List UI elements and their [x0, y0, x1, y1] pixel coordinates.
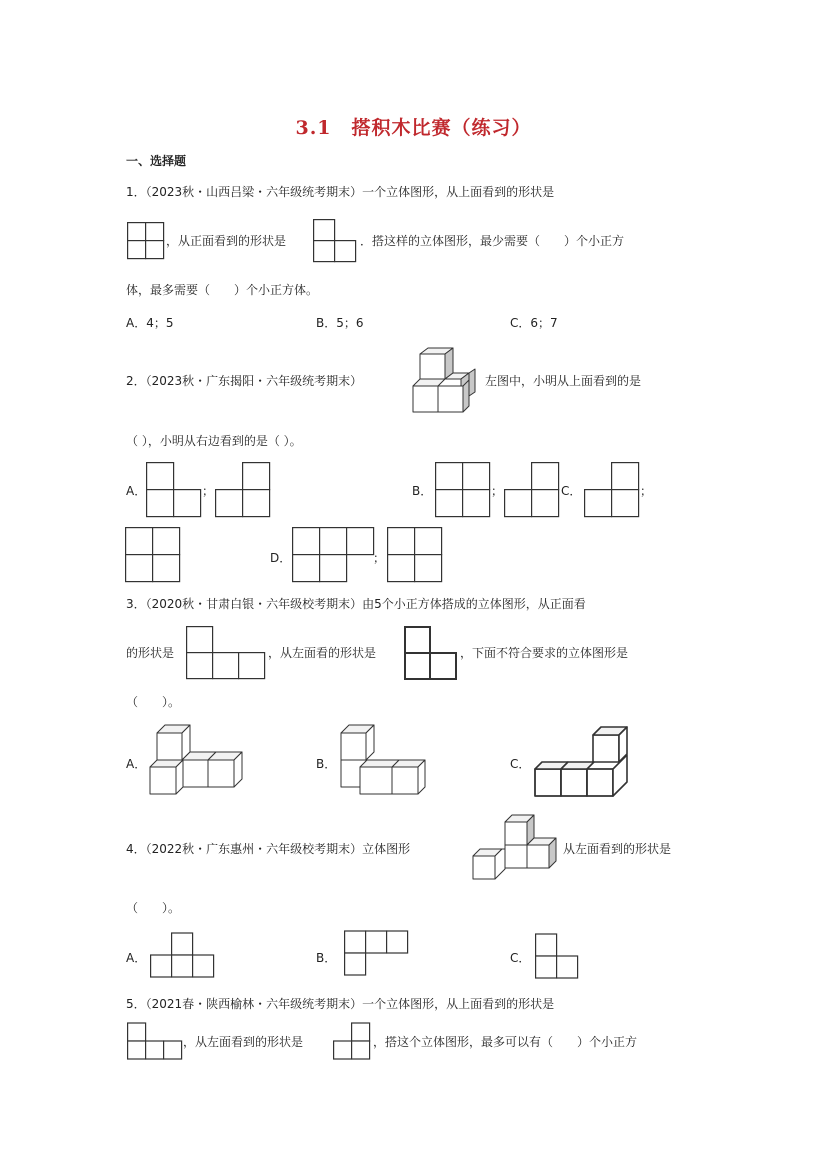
q4-grid-square	[172, 955, 193, 977]
q3-option-b-figure	[338, 723, 433, 799]
q2-grid-square	[612, 490, 639, 517]
q2-grid-square	[388, 555, 415, 582]
q3-front-view-figure	[186, 626, 268, 682]
q2-grid-square	[585, 490, 612, 517]
q2-3d-figure	[411, 346, 485, 416]
q3-cube-face	[587, 769, 613, 796]
q1-front-square	[314, 220, 335, 241]
q3-cube-face	[157, 733, 182, 760]
q3-cube-face	[360, 760, 399, 767]
q3-label-b[interactable]: B．	[316, 757, 337, 771]
q2-grid-square	[436, 490, 463, 517]
q1-line3: 体，最多需要（ ）个小正方体。	[126, 283, 319, 297]
q3-front-square	[213, 653, 239, 679]
q4-cube-face	[473, 856, 495, 879]
q2-grid-square	[463, 463, 490, 490]
q3-cube-face	[208, 760, 234, 787]
q2-grid-square	[293, 555, 320, 582]
q5-line2a: ，从左面看到的形状是	[183, 1035, 304, 1049]
q3-cube-face	[341, 733, 366, 760]
q2-grid-square	[243, 490, 270, 517]
q1-front-square	[335, 241, 356, 262]
q2-cube-face	[463, 380, 469, 412]
q5-line1: 5．（2021春・陕西榆林・六年级统考期末）一个立体图形，从上面看到的形状是	[126, 997, 555, 1011]
q2-option-d-view2	[387, 527, 443, 583]
q3-option-a-figure	[148, 723, 248, 799]
q2-grid-square	[320, 555, 347, 582]
q2-grid-square	[243, 463, 270, 490]
q3-cube-face	[150, 767, 176, 794]
q4-line2: （ ）。	[126, 901, 181, 915]
q4-grid-square	[557, 956, 578, 978]
q3-label-c[interactable]: C．	[510, 757, 531, 771]
q2-cube-face	[420, 354, 445, 379]
q2-grid-square	[174, 490, 201, 517]
q3-line1: 3．（2020秋・甘肃白银・六年级校考期末）由5个小正方体搭成的立体图形，从正面看	[126, 597, 586, 611]
q4-option-c-figure	[535, 933, 583, 981]
q4-line1b: 从左面看到的形状是	[563, 842, 672, 856]
q2-grid-square	[505, 490, 532, 517]
q1-front-view-figure	[313, 219, 357, 263]
q2-grid-square	[293, 528, 320, 555]
q5-left-square	[352, 1023, 370, 1041]
q2-grid-square	[147, 463, 174, 490]
q1-line2a: ，从正面看到的形状是	[166, 234, 287, 248]
q3-line3: （ ）。	[126, 695, 181, 709]
q2-label-d[interactable]: D．	[270, 551, 292, 565]
q2-separator: ；	[640, 484, 653, 498]
q4-label-c[interactable]: C．	[510, 951, 531, 965]
q4-grid-square	[366, 931, 387, 953]
q4-cube-face	[527, 845, 549, 868]
q5-top-square	[146, 1041, 164, 1059]
q3-cube-face	[561, 762, 594, 769]
q2-label-a[interactable]: A．	[126, 484, 147, 498]
q4-option-a-figure	[150, 932, 218, 980]
q2-label-b[interactable]: B．	[412, 484, 433, 498]
q2-label-c[interactable]: C．	[561, 484, 582, 498]
q2-grid-square	[126, 528, 153, 555]
q4-cube-face	[505, 845, 527, 868]
q2-grid-square	[612, 463, 639, 490]
q1-option-a[interactable]: A．4；5	[126, 316, 174, 330]
q3-cube-face	[360, 767, 392, 794]
q2-option-b-view1	[435, 462, 491, 518]
q3-cube-face	[535, 769, 561, 796]
q4-label-b[interactable]: B．	[316, 951, 337, 965]
q3-cube-face	[593, 735, 619, 762]
q2-option-b-view2	[504, 462, 560, 518]
page-title: 3.1 搭积木比赛（练习）	[295, 117, 532, 139]
q1-top-view-figure	[127, 222, 165, 260]
q5-top-square	[128, 1041, 146, 1059]
q4-label-a[interactable]: A．	[126, 951, 147, 965]
q2-grid-square	[216, 490, 243, 517]
q2-cube-face	[469, 369, 475, 396]
q4-cube-face	[505, 822, 527, 845]
q3-front-square	[239, 653, 265, 679]
q4-grid-square	[172, 933, 193, 955]
q5-left-square	[352, 1041, 370, 1059]
q3-option-c-figure	[533, 725, 633, 799]
q2-grid-square	[320, 528, 347, 555]
q2-option-c-view2	[125, 527, 181, 583]
q5-top-square	[128, 1023, 146, 1041]
q1-top-square	[128, 223, 146, 241]
q2-line1b: 左图中，小明从上面看到的是	[485, 374, 642, 388]
q4-3d-figure	[471, 812, 567, 884]
q2-grid-square	[415, 555, 442, 582]
q3-left-square	[405, 653, 430, 679]
q2-line1a: 2．（2023秋・广东揭阳・六年级统考期末）	[126, 374, 363, 388]
q4-grid-square	[536, 934, 557, 956]
q2-grid-square	[436, 463, 463, 490]
q5-left-view-figure	[333, 1022, 375, 1062]
q3-front-square	[187, 627, 213, 653]
q4-grid-square	[387, 931, 408, 953]
q2-separator: ；	[202, 484, 215, 498]
q1-option-b[interactable]: B．5；6	[316, 316, 364, 330]
q3-left-square	[430, 653, 456, 679]
q3-line2c: ，下面不符合要求的立体图形是	[460, 646, 629, 660]
q2-cube-face	[438, 386, 463, 412]
q2-cube-face	[413, 386, 438, 412]
q3-left-square	[405, 627, 430, 653]
q4-line1a: 4．（2022秋・广东惠州・六年级校考期末）立体图形	[126, 842, 411, 856]
q3-cube-face	[561, 769, 587, 796]
q4-option-b-figure	[344, 930, 412, 978]
q5-top-square	[164, 1041, 182, 1059]
q5-top-view-figure	[127, 1022, 185, 1062]
q1-top-square	[146, 223, 164, 241]
q2-option-a-view1	[146, 462, 202, 518]
q4-grid-square	[193, 955, 214, 977]
q2-grid-square	[126, 555, 153, 582]
q2-option-a-view2	[215, 462, 271, 518]
q2-grid-square	[532, 490, 559, 517]
q3-line2b: ，从左面看的形状是	[268, 646, 377, 660]
q2-line2: （ ），小明从右边看到的是（ ）。	[126, 434, 302, 448]
q2-cube-face	[413, 379, 445, 386]
q2-grid-square	[147, 490, 174, 517]
q2-grid-square	[153, 528, 180, 555]
q2-grid-square	[153, 555, 180, 582]
q4-grid-square	[345, 953, 366, 975]
q4-grid-square	[536, 956, 557, 978]
q2-grid-square	[388, 528, 415, 555]
q4-grid-square	[151, 955, 172, 977]
q2-separator: ；	[373, 551, 386, 565]
q2-grid-square	[347, 528, 374, 555]
q5-left-square	[334, 1041, 352, 1059]
q1-option-c[interactable]: C．6；7	[510, 316, 558, 330]
q4-grid-square	[345, 931, 366, 953]
q2-separator: ；	[491, 484, 504, 498]
q2-option-c-view1	[584, 462, 640, 518]
q1-line2b: ．搭这样的立体图形，最少需要（ ）个小正方	[360, 234, 625, 248]
q2-grid-square	[463, 490, 490, 517]
q1-top-square	[146, 241, 164, 259]
q3-front-square	[187, 653, 213, 679]
q1-line1: 1．（2023秋・山西吕梁・六年级统考期末）一个立体图形，从上面看到的形状是	[126, 185, 555, 199]
q2-grid-square	[415, 528, 442, 555]
q3-cube-face	[392, 767, 418, 794]
q3-cube-face	[182, 760, 208, 787]
q3-line2a: 的形状是	[126, 646, 175, 660]
q2-grid-square	[532, 463, 559, 490]
q5-line2b: ，搭这个立体图形，最多可以有（ ）个小正方	[373, 1035, 638, 1049]
q2-option-d-view1	[292, 527, 376, 583]
q3-left-view-figure	[404, 626, 460, 682]
q1-front-square	[314, 241, 335, 262]
q1-top-square	[128, 241, 146, 259]
q3-label-a[interactable]: A．	[126, 757, 147, 771]
section-heading: 一、选择题	[126, 154, 187, 168]
